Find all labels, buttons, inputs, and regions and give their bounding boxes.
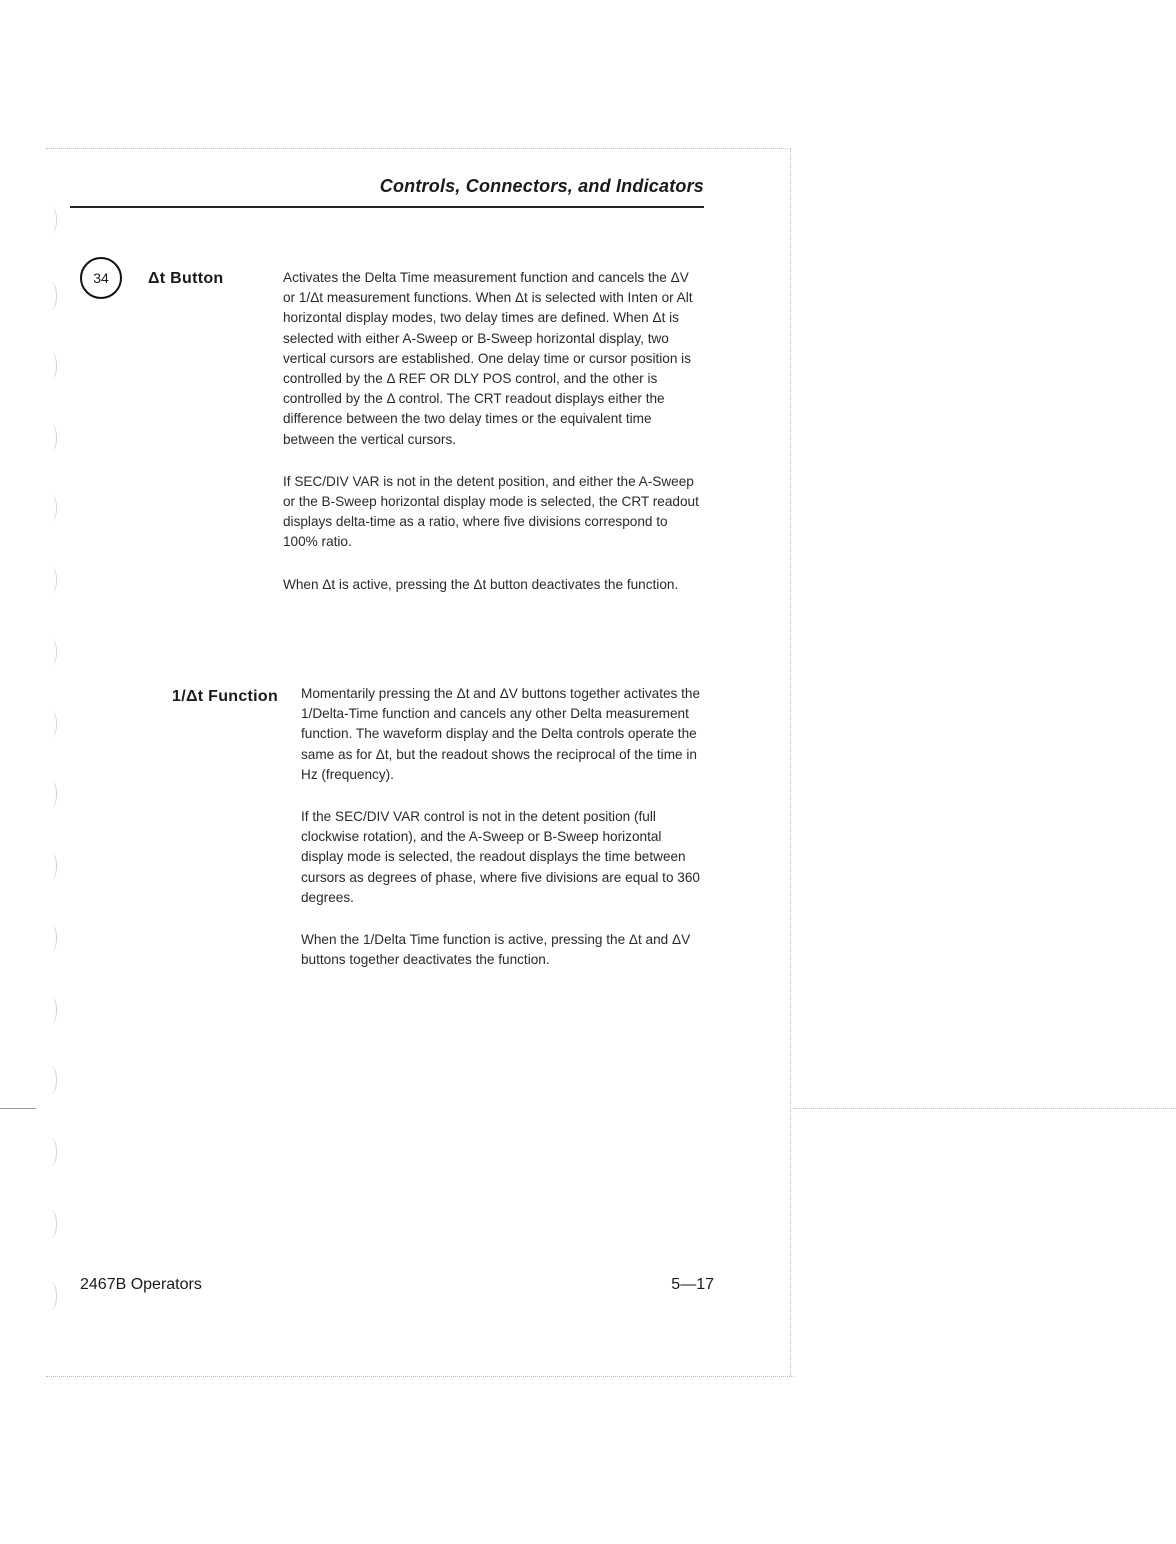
scan-border-right <box>790 148 791 1376</box>
binder-hole-mark <box>46 710 57 738</box>
binder-hole-mark <box>46 852 57 880</box>
footer-manual-name: 2467B Operators <box>80 1276 202 1293</box>
binder-hole-mark <box>46 924 57 952</box>
binder-hole-mark <box>46 996 57 1024</box>
section-header: Controls, Connectors, and Indicators <box>379 176 704 196</box>
binder-hole-mark <box>46 638 57 666</box>
footer-page-number: 5—17 <box>671 1276 714 1293</box>
binder-hole-mark <box>46 1210 57 1238</box>
paragraph: Momentarily pressing the Δt and ΔV buttons together activates the 1/Delta-Time function and cancels any other Delta measurement function. The waveform display and the Delta controls operate the same as for Δt, but the readout shows the reciprocal of the time in Hz (frequency). <box>301 686 700 782</box>
paragraph: When the 1/Delta Time function is active, pressing the Δt and ΔV buttons together deactivates the function. <box>301 932 691 968</box>
scan-edge-left <box>0 1108 36 1109</box>
binder-hole-mark <box>46 494 57 522</box>
binder-hole-mark <box>46 1066 57 1094</box>
delta-t-button-description <box>283 268 703 617</box>
scan-border-top <box>46 148 788 149</box>
binder-hole-mark <box>46 424 57 452</box>
term-reciprocal-delta-t-function: 1/Δt Function <box>172 688 279 705</box>
callout-number: 34 <box>80 257 122 299</box>
binder-hole-mark <box>46 206 57 234</box>
paragraph: Activates the Delta Time measurement function and cancels the ΔV or 1/Δt measurement functions. When Δt is selected with Inten or Alt horizontal display modes, two delay times are defined. When Δt is selected with either A-Sweep or B-Sweep horizontal display, two vertical cursors are established. One delay time or cursor position is controlled by the Δ REF OR DLY POS control, and the other is controlled by the Δ control. The CRT readout displays either the difference between the two delay times or the equivalent time between the vertical cursors. <box>283 270 693 447</box>
binder-hole-mark <box>46 780 57 808</box>
binder-hole-mark <box>46 566 57 594</box>
term-delta-t-button: Δt Button <box>148 270 224 287</box>
scan-edge-right <box>794 1108 1176 1109</box>
binder-hole-mark <box>46 282 57 310</box>
paragraph: If SEC/DIV VAR is not in the detent position, and either the A-Sweep or the B-Sweep horizontal display mode is selected, the CRT readout displays delta-time as a ratio, where five divisions correspond to 100% ratio. <box>283 473 699 550</box>
binder-hole-mark <box>46 1138 57 1166</box>
paragraph: If the SEC/DIV VAR control is not in the detent position (full clockwise rotation), and the A-Sweep or B-Sweep horizontal display mode is selected, the readout displays the time between cursors as degrees of phase, where five divisions are equal to 360 degrees. <box>301 809 700 905</box>
scan-border-bottom <box>46 1376 794 1377</box>
header-rule <box>70 206 704 208</box>
binder-hole-mark <box>46 352 57 380</box>
reciprocal-delta-t-description <box>301 684 701 992</box>
binder-hole-mark <box>46 1282 57 1310</box>
paragraph: When Δt is active, pressing the Δt button deactivates the function. <box>283 576 679 592</box>
